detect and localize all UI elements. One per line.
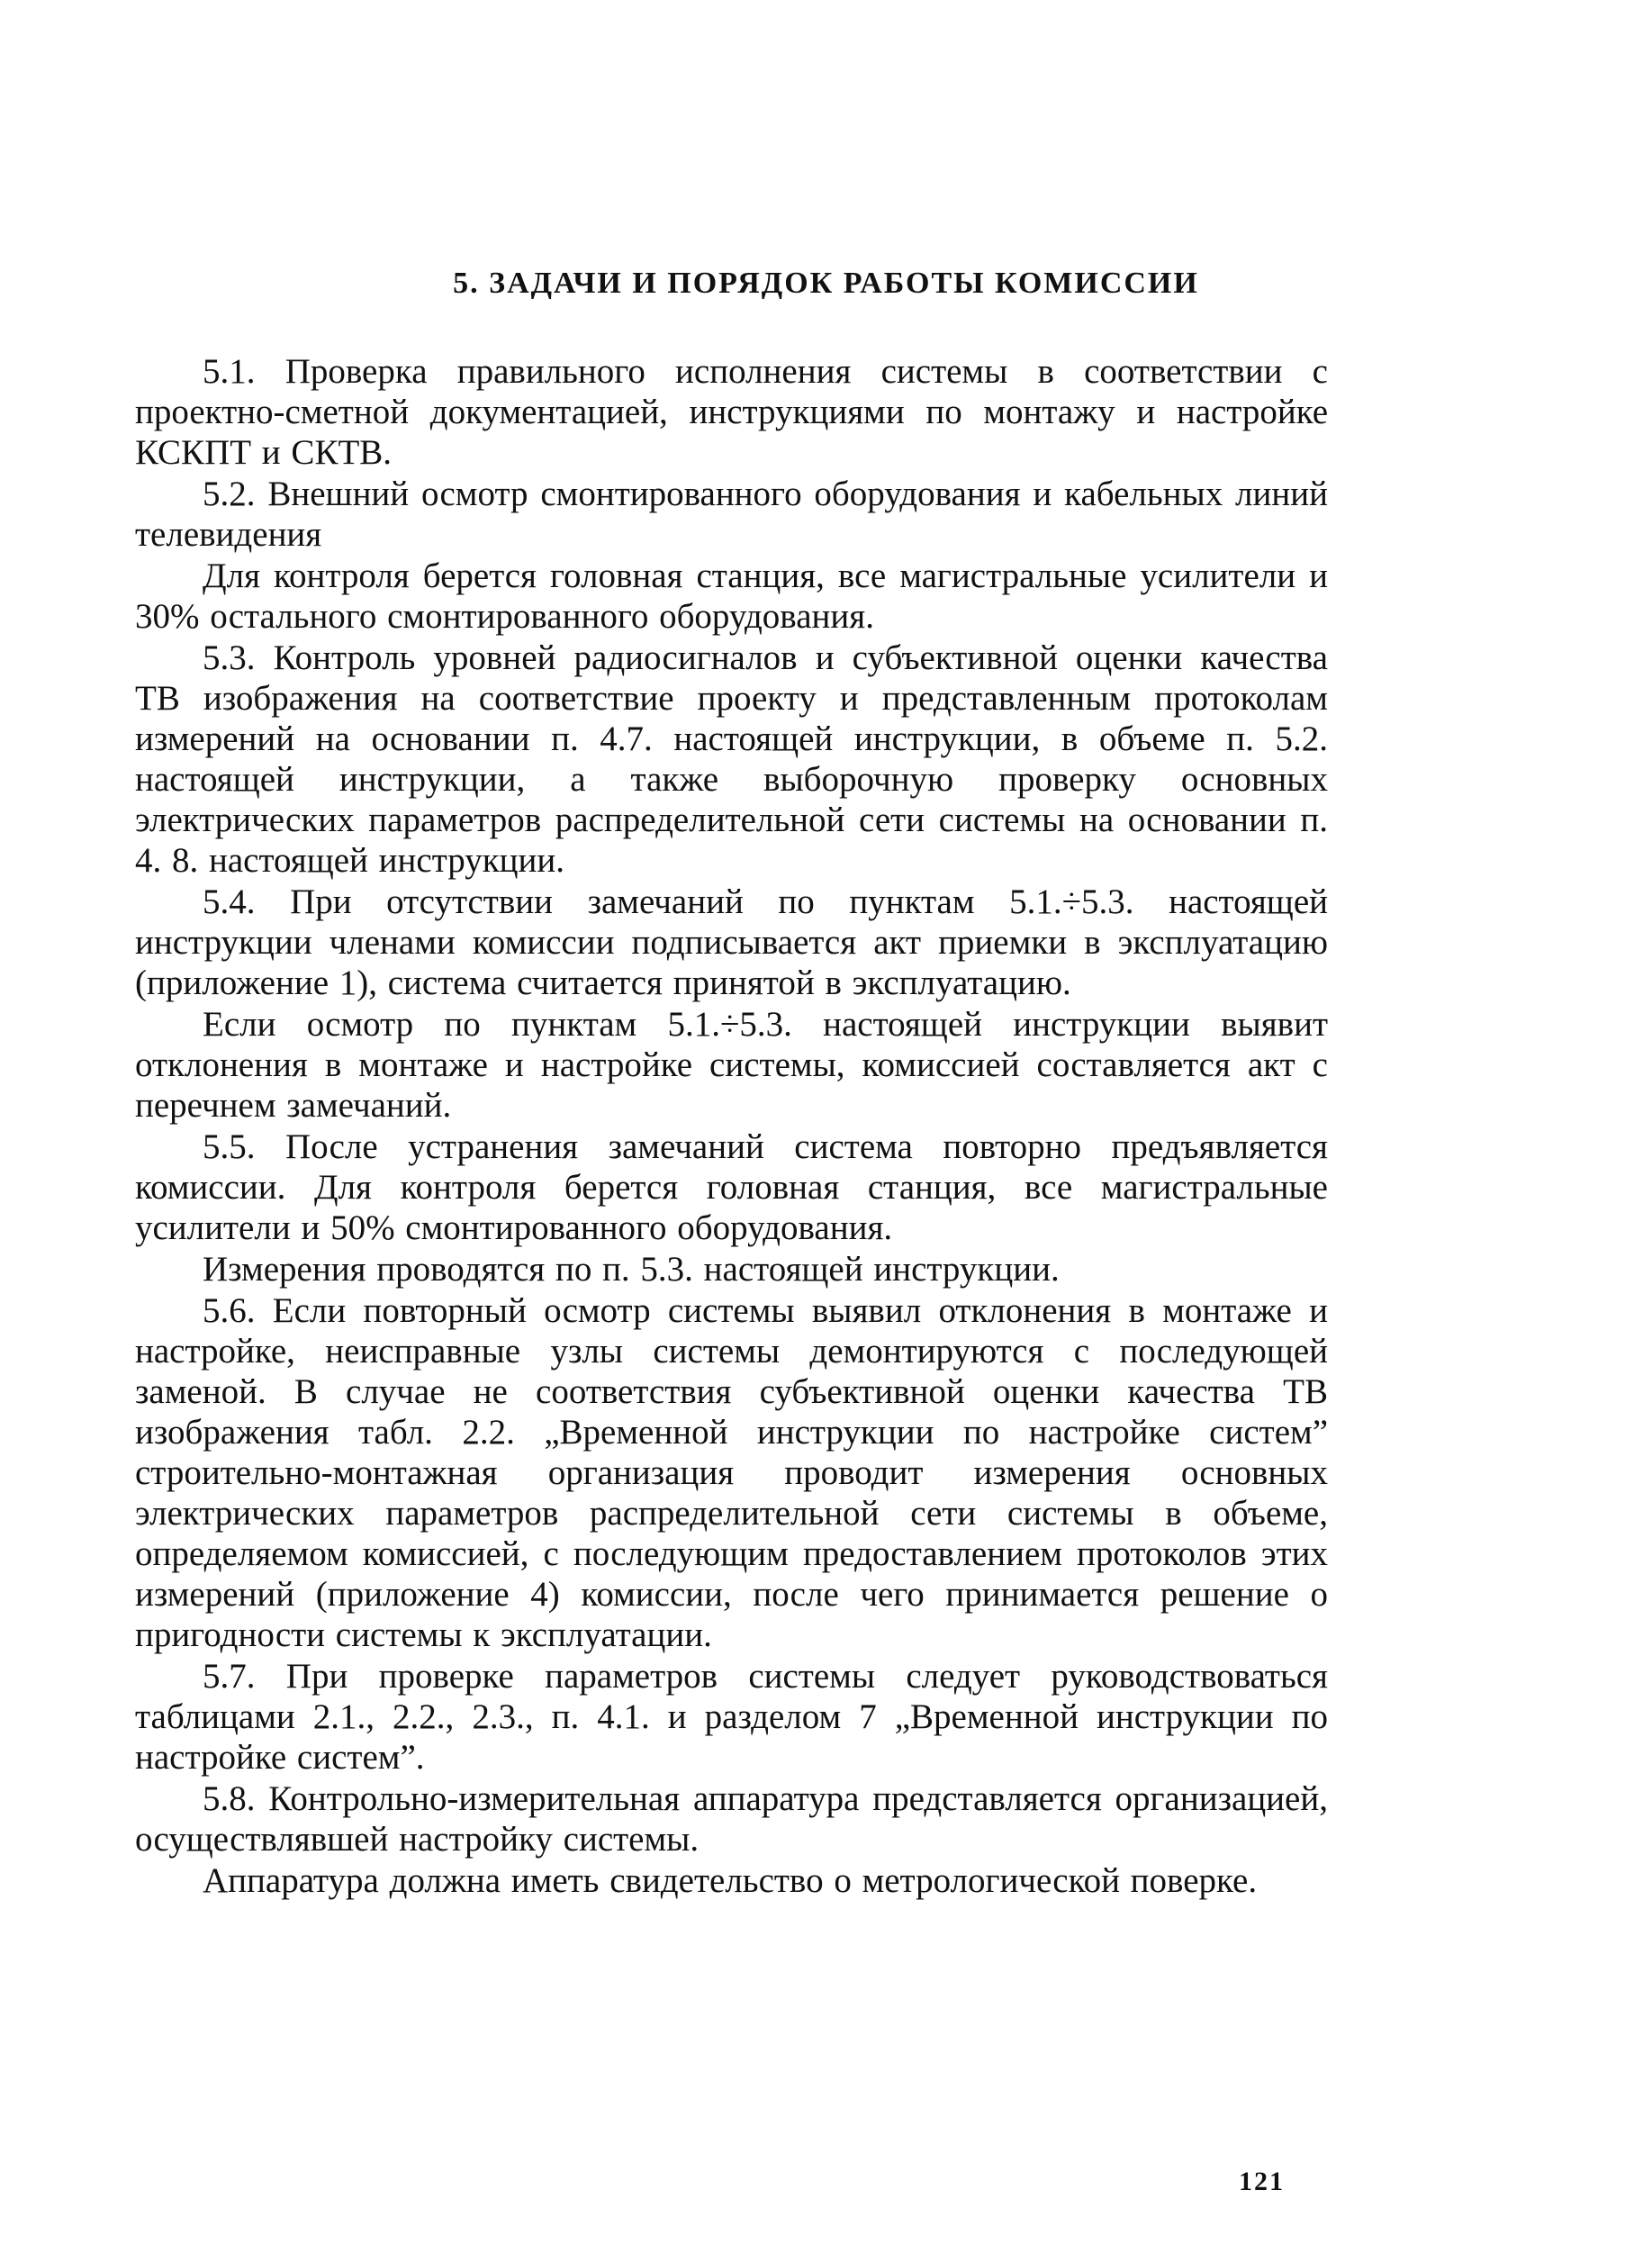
paragraph-5-5-measurements: Измерения проводятся по п. 5.3. настоящей инструкции.: [203, 1250, 1060, 1289]
paragraph-5-7: 5.7. При проверке параметров системы следует руководствоваться таблицами 2.1., 2.2., 2.3., п. 4.1. и разделом 7 „Временной инструкции по настройке систем”.: [135, 1657, 1328, 1777]
paragraph-5-2: 5.2. Внешний осмотр смонтированного оборудования и кабельных линий телевидения: [135, 475, 1328, 554]
paragraph-5-2-control: Для контроля берется головная станция, все магистральные усилители и 30% остального смонтированного оборудования.: [135, 556, 1328, 636]
paragraph-5-8-certificate: Аппаратура должна иметь свидетельство о метрологической поверке.: [203, 1861, 1258, 1900]
paragraph-5-8: 5.8. Контрольно-измерительная аппаратура представляется организацией, осуществлявшей настройку системы.: [135, 1779, 1328, 1859]
paragraph-5-3: 5.3. Контроль уровней радиосигналов и субъективной оценки качества ТВ изображения на соответствие проекту и представленным протоколам измерений на основании п. 4.7. настоящей инструкции, в объеме п. 5.2. настоящей инструкции, а также выборочную проверку основных электрических параметров распределительной сети системы на основании п. 4. 8. настоящей инструкции.: [135, 638, 1328, 880]
paragraph-5-6: 5.6. Если повторный осмотр системы выявил отклонения в монтаже и настройке, неисправные узлы системы демонтируются с последующей заменой. В случае не соответствия субъективной оценки качества ТВ изображения табл. 2.2. „Временной инструкции по настройке систем” строительно-монтажная организация проводит измерения основных электрических параметров распределительной сети системы в объеме, определяемом комиссией, с последующим предоставлением протоколов этих измерений (приложение 4) комиссии, после чего принимается решение о пригодности системы к эксплуатации.: [135, 1291, 1328, 1654]
paragraph-5-4-deviations: Если осмотр по пунктам 5.1.÷5.3. настоящей инструкции выявит отклонения в монтаже и настройке системы, комиссией составляется акт с перечнем замечаний.: [135, 1005, 1328, 1125]
section-body: [135, 351, 1328, 1902]
paragraph-5-1: 5.1. Проверка правильного исполнения системы в соответствии с проектно-сметной документацией, инструкциями по монтажу и настройке КСКПТ и СКТВ.: [135, 352, 1328, 472]
page-number: 121: [1239, 2167, 1285, 2196]
section-heading: 5. ЗАДАЧИ И ПОРЯДОК РАБОТЫ КОМИССИИ: [453, 267, 1199, 300]
paragraph-5-4: 5.4. При отсутствии замечаний по пунктам 5.1.÷5.3. настоящей инструкции членами комиссии подписывается акт приемки в эксплуатацию (приложение 1), система считается принятой в эксплуатацию.: [135, 882, 1328, 1002]
paragraph-5-5: 5.5. После устранения замечаний система повторно предъявляется комиссии. Для контроля берется головная станция, все магистральные усилители и 50% смонтированного оборудования.: [135, 1127, 1328, 1247]
